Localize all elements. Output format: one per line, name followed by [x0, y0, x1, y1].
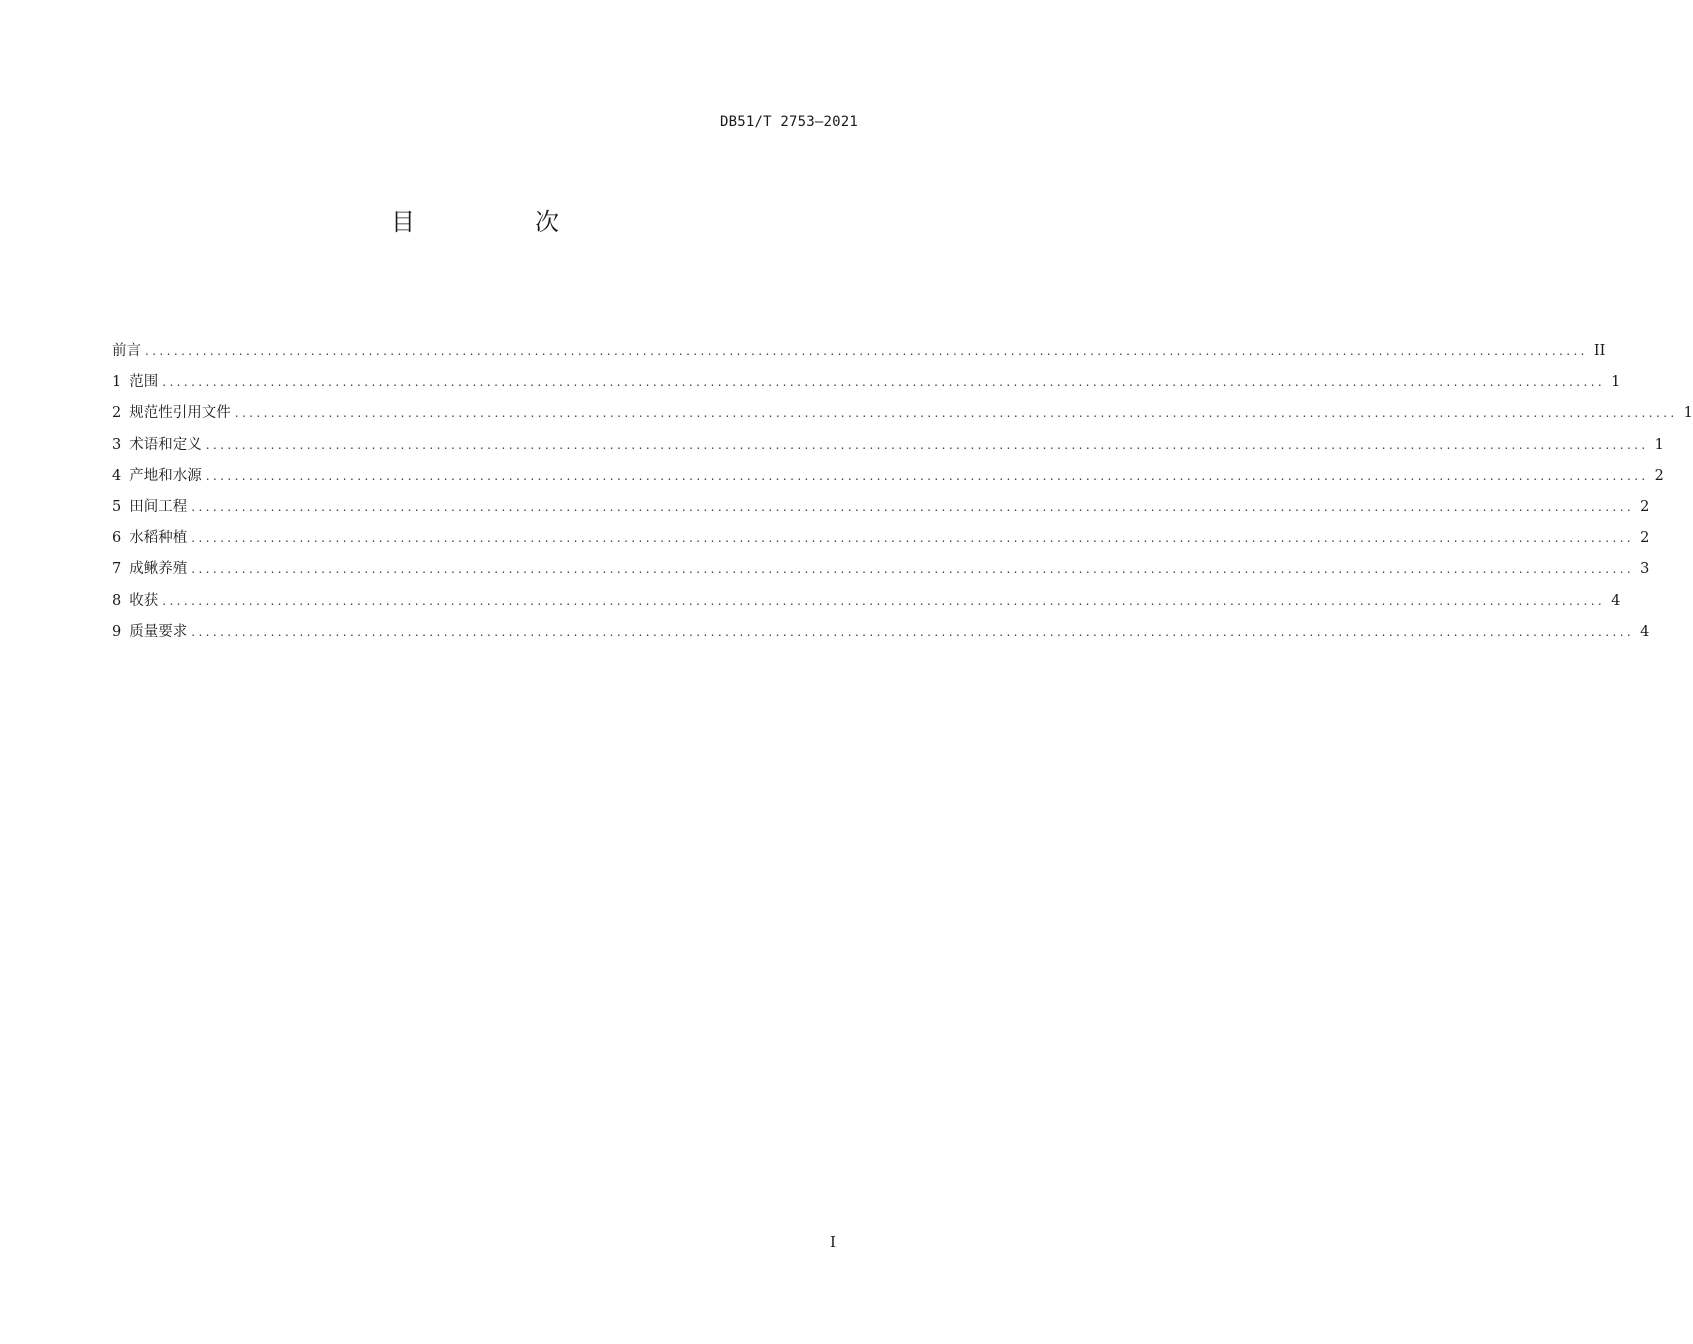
toc-entry-label: 产地和水源 [129, 467, 202, 484]
toc-entry-page: 3 [1640, 561, 1650, 578]
toc-entry-page: 1 [1683, 405, 1693, 422]
toc-entry-number: 4 [112, 467, 122, 484]
toc-leader-dots: ........................................................................................................................................................................................................ [205, 468, 1649, 483]
toc-leader-dots: ........................................................................................................................................................................................................ [162, 593, 1606, 608]
toc-entry-page: 1 [1611, 374, 1621, 391]
toc-entry-page: 2 [1640, 530, 1650, 547]
toc-list [112, 338, 1693, 650]
toc-leader-dots: ........................................................................................................................................................................................................ [162, 375, 1606, 390]
toc-entry-normative-references[interactable] [112, 400, 1693, 431]
toc-entry-quality-requirements[interactable] [112, 619, 1650, 650]
toc-leader-dots: ........................................................................................................................................................................................................ [191, 562, 1635, 577]
toc-entry-page: 2 [1654, 467, 1664, 484]
toc-entry-page: 2 [1640, 498, 1650, 515]
toc-entry-loach-farming[interactable] [112, 556, 1650, 587]
toc-entry-page: 1 [1654, 436, 1664, 453]
toc-entry-number: 2 [112, 405, 122, 422]
toc-entry-terms-definitions[interactable] [112, 432, 1664, 463]
toc-leader-dots: ........................................................................................................................................................................................................ [145, 344, 1588, 358]
toc-entry-harvest[interactable] [112, 588, 1621, 619]
toc-entry-scope[interactable] [112, 369, 1621, 400]
toc-entry-rice-planting[interactable] [112, 525, 1650, 556]
toc-leader-dots: ........................................................................................................................................................................................................ [191, 624, 1635, 639]
toc-entry-label: 质量要求 [129, 623, 188, 640]
toc-title: 目 次 [391, 208, 607, 236]
toc-entry-number: 1 [112, 374, 122, 391]
toc-entry-number: 5 [112, 498, 122, 515]
toc-entry-number: 3 [112, 436, 122, 453]
toc-entry-label: 前言 [112, 343, 141, 359]
toc-leader-dots: ........................................................................................................................................................................................................ [191, 531, 1635, 546]
toc-entry-label: 收获 [129, 592, 159, 609]
toc-entry-page: 4 [1640, 623, 1650, 640]
toc-leader-dots: ........................................................................................................................................................................................................ [234, 406, 1678, 421]
toc-entry-field-engineering[interactable] [112, 494, 1650, 525]
toc-entry-number: 7 [112, 561, 122, 578]
toc-leader-dots: ........................................................................................................................................................................................................ [191, 499, 1635, 514]
toc-entry-foreword[interactable] [112, 338, 1606, 369]
toc-entry-origin-water-source[interactable] [112, 463, 1664, 494]
toc-entry-label: 成鳅养殖 [129, 561, 188, 578]
toc-entry-number: 8 [112, 592, 122, 609]
toc-entry-label: 范围 [129, 374, 159, 391]
toc-entry-number: 9 [112, 623, 122, 640]
toc-entry-label: 田间工程 [129, 498, 188, 515]
toc-entry-page: II [1593, 343, 1606, 359]
toc-entry-label: 规范性引用文件 [129, 405, 231, 422]
toc-leader-dots: ........................................................................................................................................................................................................ [205, 437, 1649, 452]
toc-entry-number: 6 [112, 530, 122, 547]
toc-entry-label: 水稻种植 [129, 530, 188, 547]
page-number: I [830, 1233, 836, 1251]
toc-entry-label: 术语和定义 [129, 436, 202, 453]
standard-code: DB51/T 2753—2021 [719, 114, 858, 130]
toc-entry-page: 4 [1611, 592, 1621, 609]
